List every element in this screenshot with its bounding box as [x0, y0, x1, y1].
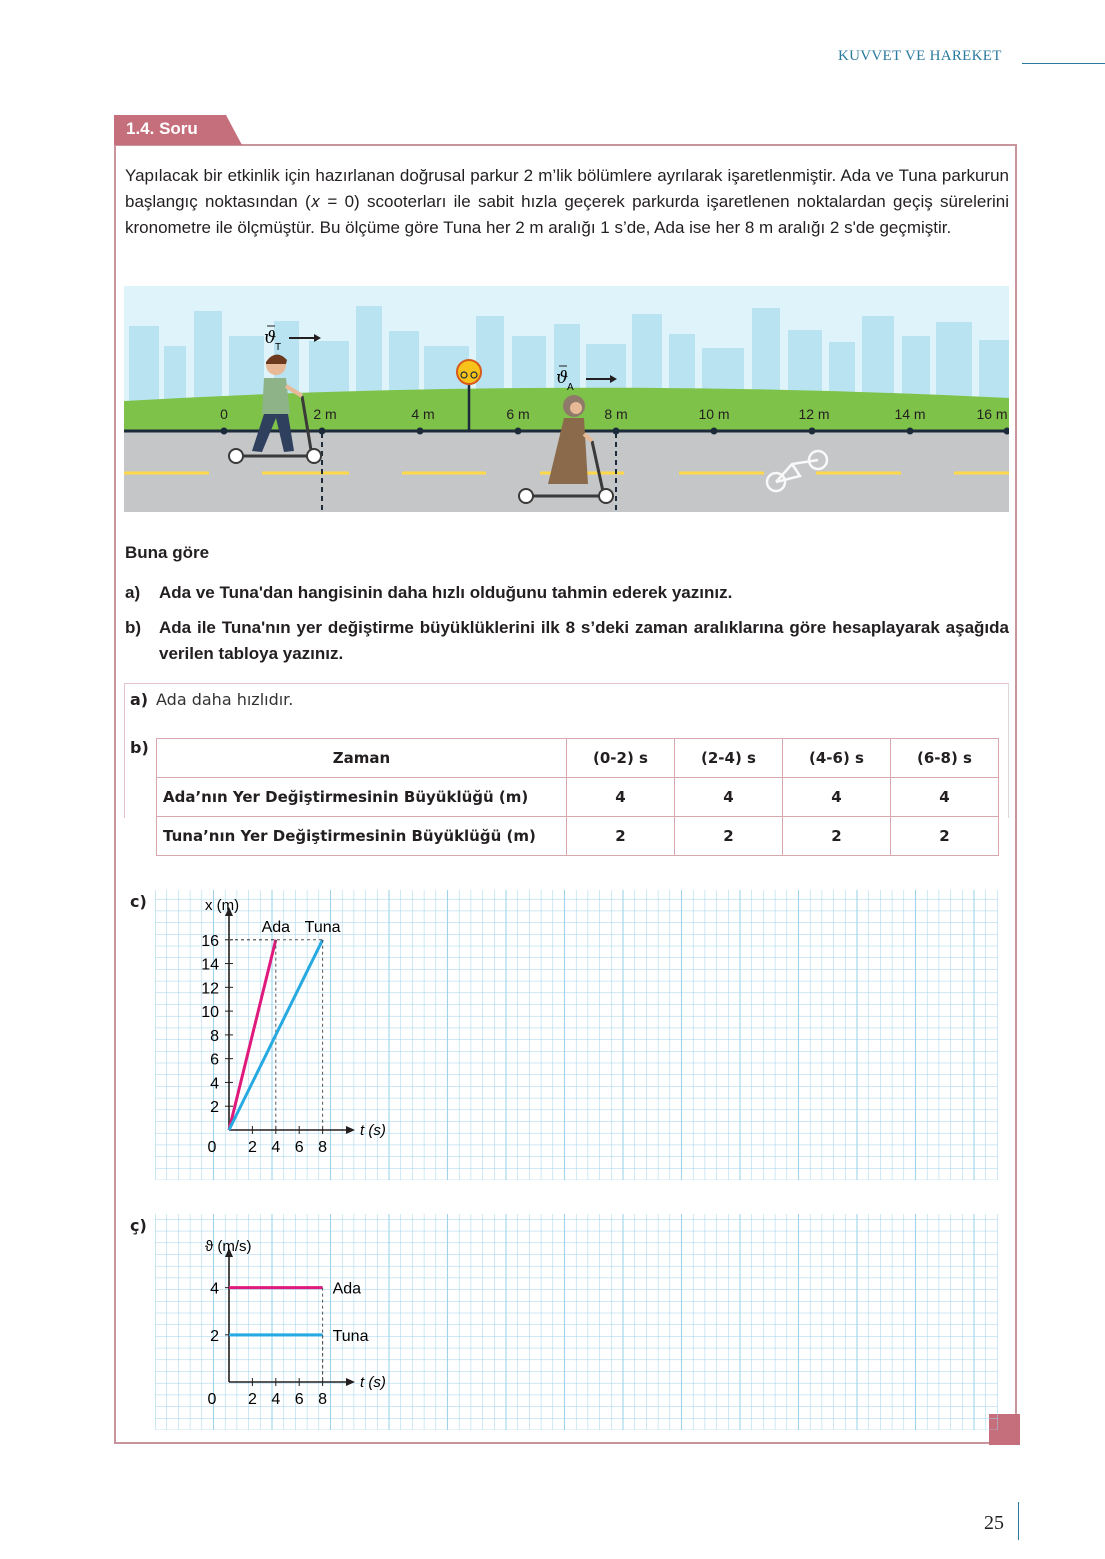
question-intro: Yapılacak bir etkinlik için hazırlanan doğrusal parkur 2 m’lik bölümlere ayrılarak işaretlenmiştir. Ada ve Tuna parkurun başlangıç noktasından (𝑥 = 0) scooterları ile sabit hızla geçerek parkurda işaretlenen noktalardan geçiş sürelerini kronometre ile ölçmüştür. Bu ölçüme göre Tuna her 2 m aralığı 1 s’de, Ada ise her 8 m aralığı 2 s'de geçmiştir. — [125, 166, 1009, 237]
answer-cc-label: ç) — [130, 1216, 147, 1235]
item-text: Ada ile Tuna'nın yer değiştirme büyüklüklerini ilk 8 s’deki zaman aralıklarına göre hesaplayarak aşağıda verilen tabloya yazınız. — [159, 618, 1009, 663]
y-axis-label: ϑ (m/s) — [205, 1238, 252, 1255]
table-row-label: Tuna’nın Yer Değiştirmesinin Büyüklüğü (m) — [157, 817, 567, 856]
position-time-chart — [155, 890, 998, 1180]
displacement-table — [156, 738, 999, 856]
y-tick-label: 6 — [210, 1051, 219, 1069]
table-row-label: Ada’nın Yer Değiştirmesinin Büyüklüğü (m) — [157, 778, 567, 817]
svg-text:T: T — [275, 342, 282, 353]
table-cell: 4 — [675, 778, 783, 817]
table-cell: 4 — [567, 778, 675, 817]
answer-c-label: c) — [130, 892, 147, 911]
track-label: 2 m — [313, 406, 337, 422]
x-axis-label: t (s) — [360, 1122, 386, 1139]
table-cell: 2 — [891, 817, 999, 856]
table-header-cell: Zaman — [157, 739, 567, 778]
answer-b-label: b) — [130, 738, 149, 757]
x-tick-label: 0 — [207, 1391, 217, 1408]
track-label: 0 — [220, 406, 228, 422]
answer-a-label: a) — [130, 690, 149, 709]
track-label: 12 m — [798, 406, 830, 422]
y-tick-label: 2 — [210, 1327, 219, 1345]
x-axis-label: t (s) — [360, 1374, 386, 1391]
running-header: KUVVET VE HAREKET — [838, 48, 1002, 64]
y-tick-label: 4 — [210, 1075, 219, 1093]
track-label: 16 m — [976, 406, 1008, 422]
x-tick-label: 2 — [247, 1391, 257, 1408]
question-item-b — [125, 615, 1009, 667]
table-cell: 4 — [783, 778, 891, 817]
series-line-tuna — [229, 940, 323, 1130]
page-number: 25 — [984, 1512, 1004, 1534]
x-tick-label: 4 — [271, 1391, 281, 1408]
y-tick-label: 4 — [210, 1280, 219, 1298]
track-label: 10 m — [698, 406, 730, 422]
x-tick-label: 8 — [318, 1391, 328, 1408]
track-label: 6 m — [506, 406, 530, 422]
item-label: b) — [125, 618, 142, 637]
svg-text:ϑ: ϑ — [264, 328, 277, 348]
item-text: Ada ve Tuna'dan hangisinin daha hızlı olduğunu tahmin ederek yazınız. — [159, 583, 733, 602]
series-label: Tuna — [304, 918, 341, 936]
y-tick-label: 14 — [201, 956, 219, 974]
question-lead: Buna göre — [125, 543, 210, 562]
page-number-rule — [1018, 1502, 1019, 1540]
x-tick-label: 6 — [294, 1391, 304, 1408]
y-tick-label: 10 — [201, 1004, 219, 1022]
series-label: Ada — [332, 1280, 362, 1298]
y-tick-label: 16 — [201, 932, 219, 950]
series-label: Ada — [261, 918, 291, 936]
table-cell: 2 — [675, 817, 783, 856]
y-tick-label: 12 — [201, 980, 219, 998]
track-label: 8 m — [604, 406, 628, 422]
table-cell: 2 — [783, 817, 891, 856]
y-tick-label: 2 — [210, 1099, 219, 1117]
table-cell: 2 — [567, 817, 675, 856]
item-label: a) — [125, 583, 141, 602]
x-tick-label: 0 — [207, 1139, 217, 1156]
question-tab-label: 1.4. Soru — [126, 119, 198, 138]
track-label: 4 m — [411, 406, 435, 422]
track-label: 14 m — [894, 406, 926, 422]
y-axis-label: x (m) — [205, 897, 240, 914]
track-illustration — [124, 286, 1009, 512]
series-line-ada — [229, 940, 276, 1130]
table-header-row — [157, 739, 999, 778]
table-cell: 4 — [891, 778, 999, 817]
x-tick-label: 2 — [247, 1139, 257, 1156]
y-tick-label: 8 — [210, 1027, 219, 1045]
answer-a-text: Ada daha hızlıdır. — [156, 690, 294, 709]
x-tick-label: 8 — [318, 1139, 328, 1156]
table-row — [157, 778, 999, 817]
table-header-cell: (6-8) s — [891, 739, 999, 778]
svg-text:A: A — [567, 382, 574, 393]
table-row — [157, 817, 999, 856]
header-rule — [1022, 63, 1105, 64]
question-item-a — [125, 580, 1009, 606]
table-header-cell: (4-6) s — [783, 739, 891, 778]
x-tick-label: 4 — [271, 1139, 281, 1156]
table-header-cell: (2-4) s — [675, 739, 783, 778]
table-header-cell: (0-2) s — [567, 739, 675, 778]
svg-text:ϑ: ϑ — [556, 368, 569, 388]
series-label: Tuna — [332, 1327, 369, 1345]
x-tick-label: 6 — [294, 1139, 304, 1156]
velocity-time-chart — [155, 1214, 998, 1430]
